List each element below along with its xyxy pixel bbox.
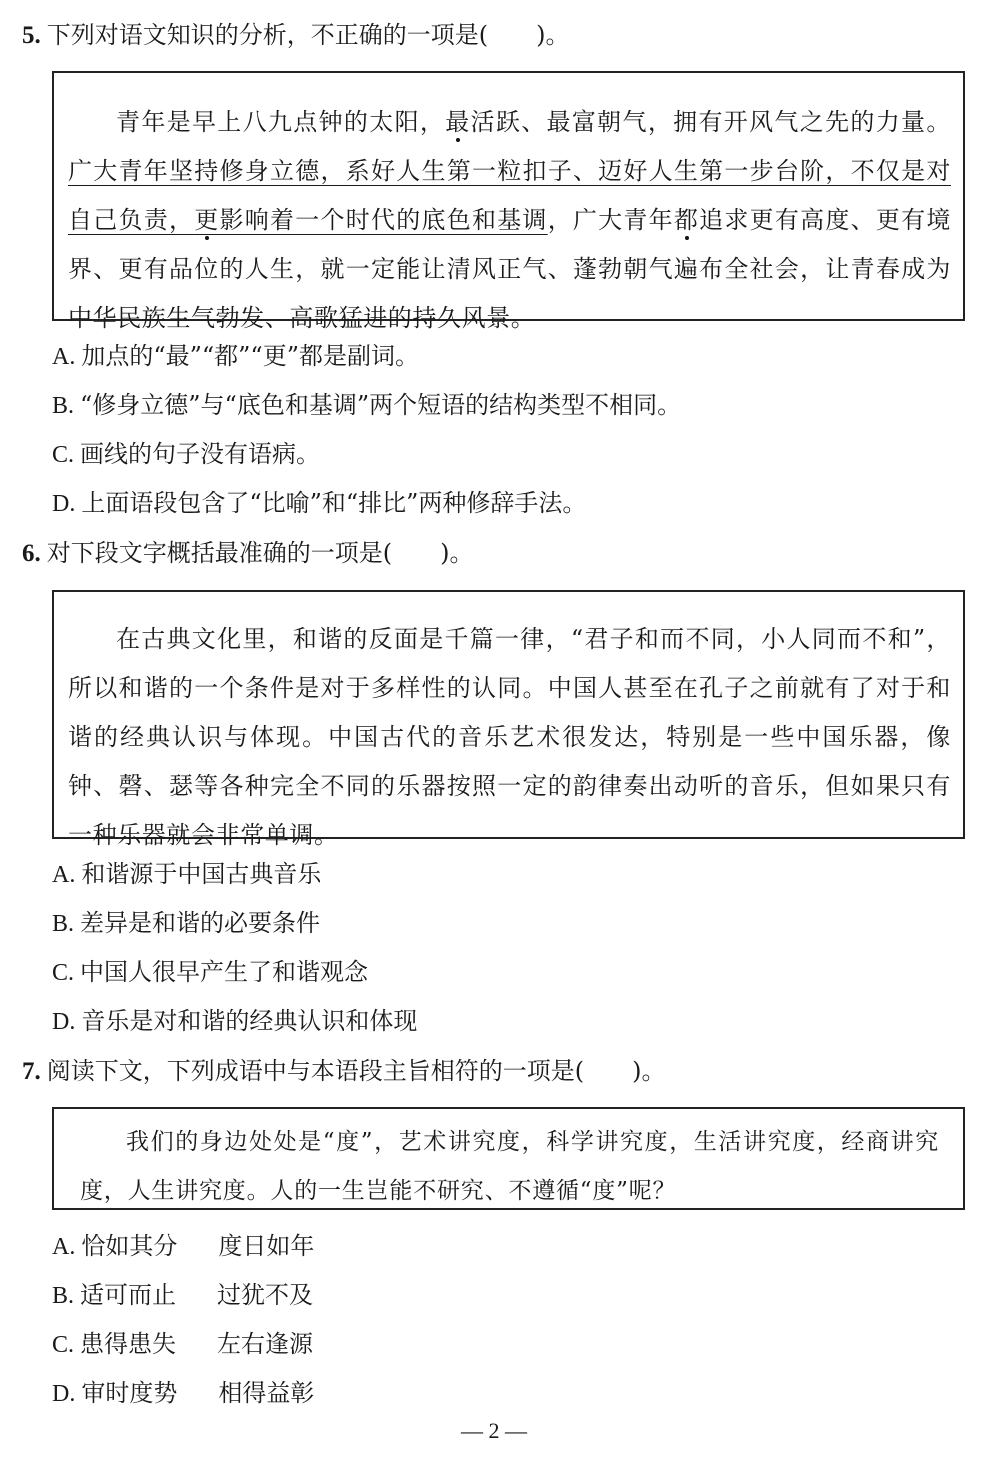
question-5-number: 5. (22, 22, 41, 49)
question-6-stem (22, 538, 473, 569)
question-6-passage: 在古典文化里，和谐的反面是千篇一律，“君子和而不同，小人同而不和”，所以和谐的一个条件是对于多样性的认同。中国人甚至在孔子之前就有了对于和谐的经典认识与体现。中国古代的音乐艺术很发达，特别是一些中国乐器，像钟、磬、瑟等各种完全不同的乐器按照一定的韵律奏出动听的音乐，但如果只有一种乐器就会非常单调。 (68, 625, 951, 849)
question-7-option-a[interactable]: A. 恰如其分 度日如年 (52, 1232, 315, 1260)
question-5-option-b[interactable]: B. “修身立德”与“底色和基调”两个短语的结构类型不相同。 (52, 391, 682, 419)
question-5-option-c[interactable]: C. 画线的句子没有语病。 (52, 440, 321, 468)
question-7-option-c[interactable]: C. 患得患失 左右逢源 (52, 1330, 314, 1358)
underlined-sentence: 广大青年坚持修身立德，系好人生第一粒扣子、迈好人生第一步台阶，不仅是对自己负责，更影响着一个时代的底色和基调 (68, 157, 951, 234)
question-6-passage-box (52, 590, 965, 849)
question-5-option-a[interactable]: A. 加点的“最”“都”“更”都是副词。 (52, 342, 419, 370)
question-7-stem (22, 1056, 665, 1087)
page-number: — 2 — (461, 1418, 527, 1443)
question-6-option-a[interactable]: A. 和谐源于中国古典音乐 (52, 860, 322, 888)
question-7-text: 阅读下文，下列成语中与本语段主旨相符的一项是( )。 (46, 1057, 666, 1085)
question-5-stem (22, 20, 569, 51)
question-7-number: 7. (22, 1058, 41, 1085)
question-6-text: 对下段文字概括最准确的一项是( )。 (46, 539, 474, 567)
question-5-passage: 青年是早上八九点钟的太阳，最活跃、最富朝气，拥有开风气之先的力量。广大青年坚持修身立德，系好人生第一粒扣子、迈好人生第一步台阶，不仅是对自己负责，更影响着一个时代的底色和基调，广大青年都追求更有高度、更有境界、更有品位的人生，就一定能让清风正气、蓬勃朝气遍布全社会，让青春成为中华民族生气勃发、高歌猛进的持久风景。 (68, 108, 951, 332)
dotted-word-dou: 都 (673, 206, 700, 234)
question-7-passage: 我们的身边处处是“度”，艺术讲究度，科学讲究度，生活讲究度，经商讲究度，人生讲究度。人的一生岂能不研究、不遵循“度”呢？ (80, 1129, 939, 1204)
question-5-text: 下列对语文知识的分析，不正确的一项是( )。 (46, 21, 570, 49)
question-6-number: 6. (22, 540, 41, 567)
question-7-option-b[interactable]: B. 适可而止 过犹不及 (52, 1281, 314, 1309)
question-7-option-d[interactable]: D. 审时度势 相得益彰 (52, 1379, 315, 1407)
dotted-word-zui: 最 (445, 108, 471, 136)
dotted-word-geng: 更 (194, 206, 220, 234)
question-5-option-d[interactable]: D. 上面语段包含了“比喻”和“排比”两种修辞手法。 (52, 489, 587, 517)
question-5-passage-box (52, 71, 965, 332)
question-6-option-b[interactable]: B. 差异是和谐的必要条件 (52, 909, 321, 937)
question-6-option-c[interactable]: C. 中国人很早产生了和谐观念 (52, 958, 369, 986)
question-7-passage-box (52, 1107, 965, 1210)
question-6-option-d[interactable]: D. 音乐是对和谐的经典认识和体现 (52, 1007, 418, 1035)
